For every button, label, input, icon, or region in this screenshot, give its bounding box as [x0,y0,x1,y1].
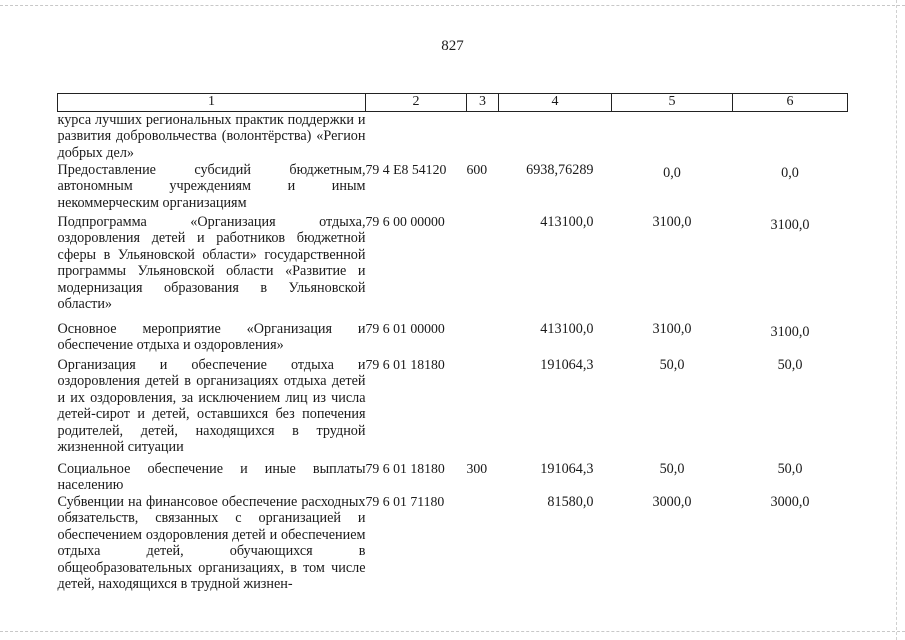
row-expense-type [467,357,499,461]
row-value-col5: 3100,0 [652,320,692,337]
scan-edge-bottom [0,631,905,632]
row-code: 79 6 00 00000 [365,213,445,229]
row-value-col4: 191064,3 [540,356,594,373]
row-description: Основное мероприятие «Организация и обеспечение отдыха и оздоровления» [57,320,366,353]
scan-edge-right [896,0,897,640]
page-number: 827 [441,38,464,54]
row-value-col5: 50,0 [659,460,685,477]
row-code: 79 6 01 18180 [365,356,445,372]
row-expense-type [467,321,499,357]
budget-table [57,93,848,594]
row-value-col6: 50,0 [777,460,803,477]
table-row [58,494,848,594]
row-description: Подпрограмма «Организация отдыха, оздоровления детей и работников бюджетной сферы в Ульяновской области» государственной программы Ульяновской области «Развитие и модернизация образования в Ульяновской области» [57,213,366,312]
row-description: Предоставление субсидий бюджетным, автономным учреждениям и иным некоммерческим организациям [57,161,366,211]
col-header-1: 1 [58,94,366,112]
row-code [366,111,467,162]
row-expense-type [467,111,499,162]
table-row [58,111,848,162]
row-value-col4: 413100,0 [540,320,594,337]
table-row [58,321,848,357]
col-header-5: 5 [612,94,733,112]
col-header-2: 2 [366,94,467,112]
row-description: Организация и обеспечение отдыха и оздоровления детей в организациях отдыха детей и их оздоровления, за исключением лиц из числа детей-сирот и детей, оставшихся без попечения родителей, детей, находящихся в трудной жизненной ситуации [57,356,366,455]
row-value-col4: 81580,0 [547,493,594,510]
table-header-row [58,94,848,112]
row-expense-type [467,494,499,594]
row-value-col6 [733,111,848,162]
row-value-col4 [499,111,612,162]
row-value-col5 [612,111,733,162]
table-row [58,162,848,214]
row-value-col6: 0,0 [781,164,799,181]
row-description: Социальное обеспечение и иные выплаты населению [57,460,366,493]
col-header-4: 4 [499,94,612,112]
table-row [58,461,848,494]
row-value-col6: 3000,0 [770,493,810,510]
row-value-col5: 3100,0 [652,213,692,230]
row-value-col6: 3100,0 [770,216,810,233]
row-code: 79 6 01 71180 [365,493,445,509]
table-row [58,357,848,461]
row-value-col4: 6938,76289 [526,161,594,178]
row-expense-type [467,214,499,321]
row-description: курса лучших региональных практик поддержки и развития добровольчества (волонтёрства) «Регион добрых дел» [57,111,366,161]
row-value-col5: 0,0 [663,164,681,181]
row-description: Субвенции на финансовое обеспечение расходных обязательств, связанных с организацией и обеспечением оздоровления детей и обеспечением отдыха детей, обучающихся в общеобразовательных организациях, в том числе детей, находящихся в трудной жизнен- [57,493,366,592]
row-value-col6: 3100,0 [770,323,810,340]
col-header-6: 6 [733,94,848,112]
col-header-3: 3 [467,94,499,112]
row-value-col4: 413100,0 [540,213,594,230]
table-row [58,214,848,321]
row-code: 79 6 01 18180 [365,460,445,476]
row-expense-type: 300 [466,460,488,476]
row-value-col5: 50,0 [659,356,685,373]
scan-edge-top [0,5,905,6]
row-code: 79 4 E8 54120 [365,161,447,177]
row-value-col5: 3000,0 [652,493,692,510]
row-value-col4: 191064,3 [540,460,594,477]
row-value-col6: 50,0 [777,356,803,373]
row-code: 79 6 01 00000 [365,320,445,336]
row-expense-type: 600 [466,161,488,177]
